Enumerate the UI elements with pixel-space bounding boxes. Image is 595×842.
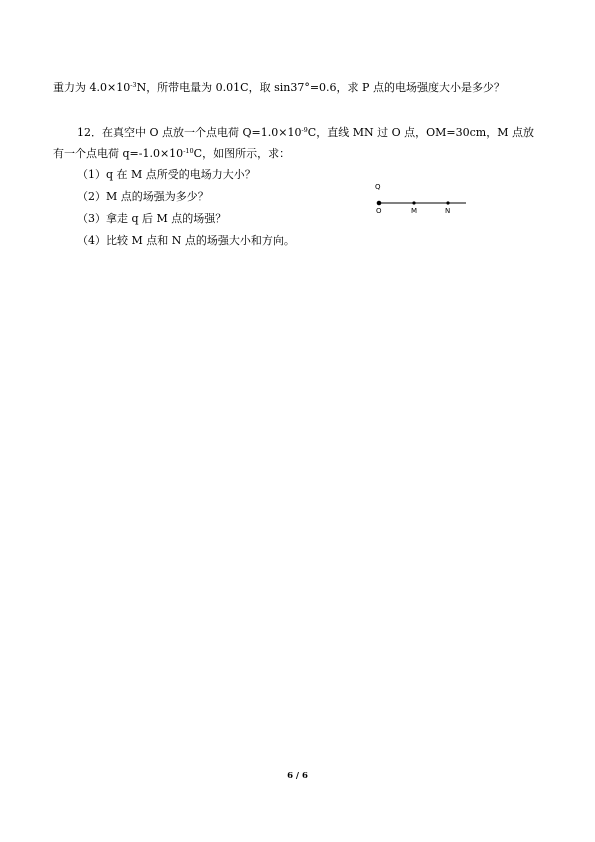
label-M: M xyxy=(411,207,418,215)
point-M xyxy=(412,201,415,204)
point-N xyxy=(446,201,449,204)
text-segment: N，所带电量为 0.01C，取 sin37°=0.6，求 P 点的电场强度大小是多少？ xyxy=(136,81,505,94)
label-N: N xyxy=(445,207,451,215)
q12-subquestion-3: （3）拿走 q 后 M 点的场强？ xyxy=(77,212,227,225)
text-segment: C，如图所示，求： xyxy=(193,147,291,160)
q12-subquestion-2: （2）M 点的场强为多少？ xyxy=(77,190,209,203)
point-O xyxy=(377,201,382,206)
text-segment: 有一个点电荷 q=-1.0×10 xyxy=(53,147,184,160)
q11-tail-line xyxy=(53,81,505,95)
label-O: O xyxy=(376,207,382,215)
text-segment: 重力为 4.0×10 xyxy=(53,81,131,94)
exponent: -3 xyxy=(130,81,137,89)
q12-line-1 xyxy=(77,126,534,140)
exponent: -9 xyxy=(301,126,308,134)
diagram-svg xyxy=(370,180,475,220)
label-Q: Q xyxy=(375,183,381,191)
text-segment: 12．在真空中 O 点放一个点电荷 Q=1.0×10 xyxy=(77,126,302,139)
q12-line-2 xyxy=(53,147,290,161)
page-number: 6 / 6 xyxy=(287,771,308,781)
text-segment: C，直线 MN 过 O 点，OM=30cm，M 点放 xyxy=(307,126,534,139)
charge-line-diagram xyxy=(370,180,475,220)
q12-subquestion-1: （1）q 在 M 点所受的电场力大小？ xyxy=(77,168,256,181)
q12-subquestion-4: （4）比较 M 点和 N 点的场强大小和方向。 xyxy=(77,234,295,247)
exponent: -10 xyxy=(183,147,194,155)
